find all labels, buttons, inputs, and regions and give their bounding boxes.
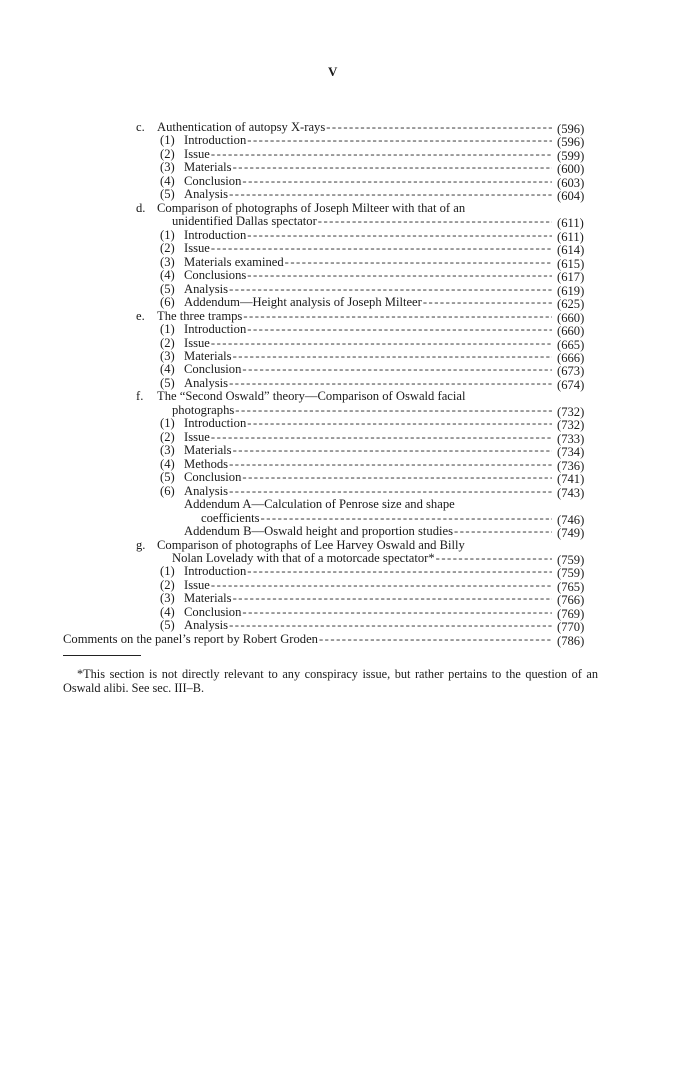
toc-entry-title: Introduction <box>184 228 247 242</box>
dot-leader <box>211 579 552 592</box>
toc-entry-page: (743) <box>557 485 585 500</box>
toc-entry-page: (619) <box>557 283 585 298</box>
toc-entry <box>0 187 691 204</box>
toc-entry-title: Nolan Lovelady with that of a motorcade spectator* <box>172 552 435 565</box>
toc-entry-page: (596) <box>557 135 585 150</box>
toc-entry <box>0 256 691 269</box>
toc-entry-title: photographs <box>172 403 235 417</box>
toc-entry-title: Comparison of photographs of Joseph Milteer with that of an <box>157 201 466 215</box>
toc-entry-page: (615) <box>557 256 585 271</box>
toc-entry-page: (599) <box>557 148 585 163</box>
toc-entry-page: (604) <box>557 189 585 204</box>
toc-entry <box>0 215 691 231</box>
dot-leader <box>242 363 552 376</box>
toc-entry-marker: (6) <box>160 483 175 498</box>
toc-entry <box>0 539 691 552</box>
toc-entry-marker: g. <box>136 537 146 552</box>
dot-leader <box>211 148 552 161</box>
toc-entry-title: Introduction <box>184 565 247 579</box>
toc-entry-marker: (1) <box>160 416 175 431</box>
toc-entry-title: Addendum B—Oswald height and proportion studies <box>184 525 453 539</box>
toc-entry <box>0 229 691 242</box>
toc-entry-marker: e. <box>136 308 145 323</box>
toc-entry-page: (596) <box>557 122 585 136</box>
toc-entry-page: (665) <box>557 337 585 352</box>
toc-entry <box>0 310 691 323</box>
toc-entry <box>0 498 691 511</box>
dot-leader <box>211 337 552 350</box>
toc-entry-page: (759) <box>557 566 585 581</box>
dot-leader <box>436 552 552 565</box>
toc-entry-marker: f. <box>136 389 144 404</box>
toc-entry-page: (741) <box>557 472 585 487</box>
dot-leader <box>229 458 552 471</box>
toc-entry-title: Issue <box>184 336 210 350</box>
page-folio: V <box>328 64 338 79</box>
toc-entry-page: (769) <box>557 606 585 621</box>
toc-entry <box>0 350 691 363</box>
toc-entry <box>0 268 691 285</box>
toc-entry-page: (759) <box>557 553 585 567</box>
toc-entry-page: (614) <box>557 243 585 258</box>
dot-leader <box>242 606 552 619</box>
dot-leader <box>233 592 552 605</box>
toc-entry-marker: (2) <box>160 429 175 444</box>
toc-entry-title: Materials <box>184 349 232 363</box>
toc-entry <box>0 416 691 433</box>
toc-entry-page: (770) <box>557 620 585 635</box>
toc-entry <box>0 160 691 177</box>
toc-entry-page: (734) <box>557 445 585 460</box>
dot-leader <box>247 269 552 282</box>
dot-leader <box>247 323 552 336</box>
toc-entry-title: Analysis <box>184 188 229 202</box>
toc-entry <box>0 362 691 379</box>
toc-entry-marker: (1) <box>160 133 175 148</box>
toc-entry-marker: (2) <box>160 577 175 592</box>
toc-entry-page: (749) <box>557 526 585 541</box>
toc-entry-marker: (4) <box>160 604 175 619</box>
toc-entry-title: coefficients <box>201 511 260 525</box>
dot-leader <box>261 512 552 525</box>
toc-entry <box>0 443 691 460</box>
toc-entry-title: Addendum—Height analysis of Joseph Milteer <box>184 296 422 310</box>
toc-entry-marker: (3) <box>160 254 175 269</box>
toc-entry <box>0 175 691 188</box>
toc-entry-marker: (3) <box>160 348 175 363</box>
dot-leader <box>247 417 552 430</box>
toc-entry-page: (666) <box>557 350 585 365</box>
toc-entry-page: (674) <box>557 377 585 392</box>
toc-entry <box>0 337 691 350</box>
toc-entry <box>0 512 691 525</box>
toc-entry <box>0 202 691 215</box>
toc-entry-title: Materials <box>184 161 232 175</box>
toc-entry-title: Conclusion <box>184 471 242 485</box>
toc-entry-title: Issue <box>184 430 210 444</box>
toc-entry-page: (600) <box>557 162 585 177</box>
toc-entry-marker: (5) <box>160 618 175 633</box>
toc-entry-marker: (6) <box>160 295 175 310</box>
toc-entry-page: (625) <box>557 297 585 312</box>
toc-entry-marker: (5) <box>160 470 175 485</box>
toc-entry <box>0 633 691 646</box>
dot-leader <box>229 283 552 296</box>
toc-entry-title: Analysis <box>184 484 229 498</box>
toc-entry-page: (617) <box>557 270 585 285</box>
toc-entry-page: (673) <box>557 364 585 379</box>
toc-entry-marker: (3) <box>160 591 175 606</box>
toc-entry-title: Conclusion <box>184 363 242 377</box>
toc-entry <box>0 564 691 581</box>
toc-entry <box>0 431 691 444</box>
dot-leader <box>243 310 552 323</box>
footnote: *This section is not directly relevant to any conspiracy issue, but rather pertains to the question of an Oswald alibi. See sec. III–B. <box>63 667 598 695</box>
toc-entry-title: Issue <box>184 578 210 592</box>
toc-entry <box>0 148 691 161</box>
toc-entry-title: Introduction <box>184 323 247 337</box>
toc-entry-marker: (3) <box>160 443 175 458</box>
toc-entry <box>0 241 691 258</box>
toc-entry-title: Issue <box>184 242 210 256</box>
toc-entry <box>0 133 691 150</box>
toc-entry-marker: (5) <box>160 187 175 202</box>
toc-entry <box>0 295 691 312</box>
toc-entry-marker: (2) <box>160 146 175 161</box>
toc-entry <box>0 390 691 403</box>
toc-entry <box>0 458 691 471</box>
toc-entry <box>0 618 691 635</box>
dot-leader <box>211 431 552 444</box>
toc-entry-marker: (3) <box>160 160 175 175</box>
dot-leader <box>285 256 552 269</box>
toc-entry-page: (611) <box>557 229 584 244</box>
toc-entry <box>0 525 691 541</box>
toc-entry-title: Conclusions <box>184 269 247 283</box>
toc-entry-page: (736) <box>557 458 585 473</box>
toc-entry-title: The “Second Oswald” theory—Comparison of Oswald facial <box>157 390 466 404</box>
dot-leader <box>229 485 552 498</box>
dot-leader <box>211 242 552 255</box>
dot-leader <box>247 134 552 147</box>
toc-entry <box>0 579 691 592</box>
toc-entry-marker: (1) <box>160 322 175 337</box>
toc-entry-page: (603) <box>557 175 585 190</box>
toc-entry <box>0 606 691 619</box>
dot-leader <box>247 229 552 242</box>
toc-entry-page: (765) <box>557 579 585 594</box>
dot-leader <box>229 188 552 201</box>
toc-entry-marker: (1) <box>160 227 175 242</box>
toc-entry-title: Materials <box>184 444 232 458</box>
toc-entry-marker: (1) <box>160 564 175 579</box>
dot-leader <box>233 161 552 174</box>
toc-entry-page: (733) <box>557 431 585 446</box>
toc-entry-title: Authentication of autopsy X-rays <box>157 121 326 134</box>
toc-entry <box>0 485 691 498</box>
dot-leader <box>233 444 552 457</box>
toc-entry-title: Conclusion <box>184 174 242 188</box>
toc-entry-page: (732) <box>557 404 585 419</box>
dot-leader <box>229 619 552 632</box>
toc-entry-marker: (5) <box>160 281 175 296</box>
toc-entry-page: (660) <box>557 324 585 339</box>
toc-entry <box>0 404 691 417</box>
toc-entry <box>0 121 691 134</box>
toc-entry <box>0 322 691 339</box>
toc-entry-title: The three tramps <box>157 309 243 323</box>
toc-entry-title: Materials examined <box>184 255 284 269</box>
toc-entry-page: (611) <box>557 216 584 231</box>
toc-entry-title: Comments on the panel’s report by Robert Groden <box>63 632 318 646</box>
dot-leader <box>326 121 552 134</box>
toc-entry <box>0 552 691 565</box>
toc-entry-page: (786) <box>557 633 585 648</box>
toc-entry-title: Conclusion <box>184 605 242 619</box>
toc-entry-marker: (4) <box>160 268 175 283</box>
dot-leader <box>235 404 552 417</box>
toc-entry-title: Analysis <box>184 619 229 633</box>
dot-leader <box>242 175 552 188</box>
toc-entry-page: (660) <box>557 310 585 325</box>
dot-leader <box>233 350 552 363</box>
toc-entry-marker: (4) <box>160 362 175 377</box>
toc-entry-marker: (4) <box>160 456 175 471</box>
dot-leader <box>423 296 552 309</box>
toc-entry <box>0 470 691 487</box>
toc-entry-title: Addendum A—Calculation of Penrose size and shape <box>184 498 455 512</box>
dot-leader <box>229 377 552 390</box>
toc-entry-marker: d. <box>136 200 146 215</box>
footnote-rule <box>63 655 141 656</box>
toc-entry-marker: c. <box>136 120 145 134</box>
toc-entry-marker: (2) <box>160 241 175 256</box>
toc-entry-title: Introduction <box>184 417 247 431</box>
toc-entry-title: Issue <box>184 147 210 161</box>
toc-entry-title: Analysis <box>184 376 229 390</box>
toc-entry <box>0 591 691 608</box>
toc-entry-page: (732) <box>557 418 585 433</box>
toc-entry-page: (746) <box>557 512 585 527</box>
toc-entry-page: (766) <box>557 593 585 608</box>
toc-entry-title: Comparison of photographs of Lee Harvey Oswald and Billy <box>157 538 465 552</box>
dot-leader <box>247 565 552 578</box>
toc-entry-title: Methods <box>184 457 229 471</box>
toc-entry-marker: (2) <box>160 335 175 350</box>
dot-leader <box>454 525 552 538</box>
toc-entry-title: unidentified Dallas spectator <box>172 215 317 229</box>
table-of-contents <box>0 121 691 646</box>
toc-entry <box>0 283 691 296</box>
toc-entry-title: Introduction <box>184 134 247 148</box>
toc-entry-title: Analysis <box>184 282 229 296</box>
dot-leader <box>319 633 552 646</box>
toc-entry <box>0 377 691 390</box>
toc-entry-title: Materials <box>184 592 232 606</box>
toc-entry-marker: (4) <box>160 173 175 188</box>
toc-entry-marker: (5) <box>160 375 175 390</box>
dot-leader <box>318 215 552 228</box>
dot-leader <box>242 471 552 484</box>
